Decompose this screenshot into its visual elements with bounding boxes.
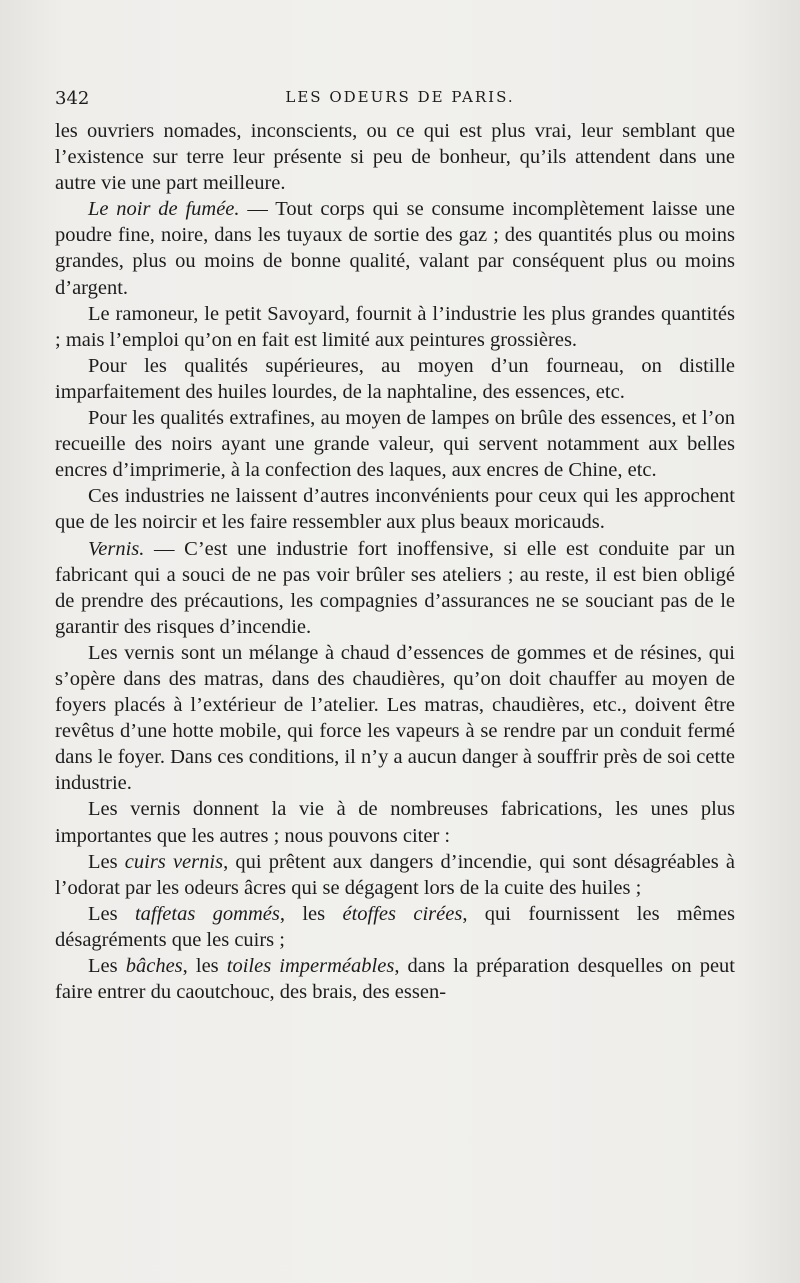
text-run: Pour les qualités supérieures, au moyen d’un fourneau, on distille imparfaitement des huiles lourdes, de la naphtaline, des essences, etc. — [55, 354, 735, 403]
paragraph — [55, 536, 735, 640]
paragraph — [55, 301, 735, 353]
text-run: Pour les qualités extrafines, au moyen de lampes on brûle des essences, et l’on recueille des noirs ayant une grande valeur, qui servent notamment aux belles encres d’imprimerie, à la confection des laques, aux encres de Chine, etc. — [55, 407, 735, 482]
paragraph — [55, 953, 735, 1005]
text-run: Les — [88, 902, 135, 925]
text-run: , dans la préparation desquelles on peut faire entrer du caoutchouc, des brais, des essen- — [55, 955, 735, 1004]
italic-run: étoffes cirées — [342, 902, 463, 925]
paragraph — [55, 640, 735, 797]
paragraph — [55, 901, 735, 953]
text-run: Le ramoneur, le petit Savoyard, fournit à l’industrie les plus grandes quantités ; mais l’emploi qu’on en fait est limité aux peintures grossières. — [55, 302, 735, 351]
running-head: LES ODEURS DE PARIS. — [285, 88, 515, 106]
page-number: 342 — [55, 88, 90, 109]
paragraph — [55, 118, 735, 196]
text-run: Les — [88, 955, 126, 977]
italic-run: bâches — [125, 955, 183, 977]
text-run: les ouvriers nomades, inconscients, ou ce qui est plus vrai, leur semblant que l’existence sur terre leur présente si peu de bonheur, qu’ils attendent dans une autre vie une part meilleure. — [55, 120, 735, 195]
text-run: — C’est une industrie fort inoffensive, si elle est conduite par un fabricant qui a souci de ne pas voir brûler ses ateliers ; au reste, il est bien obligé de prendre des précautions, les compagnies d’assurances ne se souciant pas de le garantir des risques d’incendie. — [55, 537, 735, 638]
italic-run: toiles imperméables — [226, 955, 395, 977]
paragraph — [55, 849, 735, 901]
paragraph — [55, 796, 735, 848]
body-text — [55, 118, 735, 1005]
text-run: Les vernis donnent la vie à de nombreuses fabrications, les unes plus importantes que les autres ; nous pouvons citer : — [55, 798, 735, 847]
page-header — [55, 88, 745, 116]
italic-run: Vernis. — [88, 537, 145, 560]
text-run: — Tout corps qui se consume incomplètement laisse une poudre fine, noire, dans les tuyaux de sortie des gaz ; des quantités plus ou moins grandes, plus ou moins de bonne qualité, valant par conséquent plus ou moins d’argent. — [55, 198, 735, 299]
text-run: , qui fournissent les mêmes désagréments que les cuirs ; — [55, 902, 735, 951]
paragraph — [55, 483, 735, 535]
text-run: , les — [182, 955, 227, 977]
text-run: Les — [88, 850, 125, 873]
italic-run: Le noir de fumée. — [88, 198, 240, 221]
text-run: , les — [279, 902, 343, 925]
paragraph — [55, 353, 735, 405]
text-run: Les vernis sont un mélange à chaud d’essences de gommes et de résines, qui s’opère dans des matras, dans des chaudières, qu’on doit chauffer au moyen de foyers placés à l’extérieur de l’atelier. Les matras, chaudières, etc., doivent être revêtus d’une hotte mobile, qui force les vapeurs à se rendre par un conduit fermé dans le foyer. Dans ces conditions, il n’y a aucun danger à souffrir près de soi cette industrie. — [55, 641, 735, 795]
paragraph — [55, 196, 735, 300]
italic-run: taffetas gommés — [134, 902, 280, 925]
text-run: , qui prêtent aux dangers d’incendie, qui sont désagréables à l’odorat par les odeurs âcres qui se dégagent lors de la cuite des huiles ; — [55, 850, 736, 899]
text-run: Ces industries ne laissent d’autres inconvénients pour ceux qui les approchent que de les noircir et les faire ressembler aux plus beaux moricauds. — [55, 485, 735, 534]
italic-run: cuirs vernis — [124, 850, 224, 873]
paragraph — [55, 405, 735, 483]
